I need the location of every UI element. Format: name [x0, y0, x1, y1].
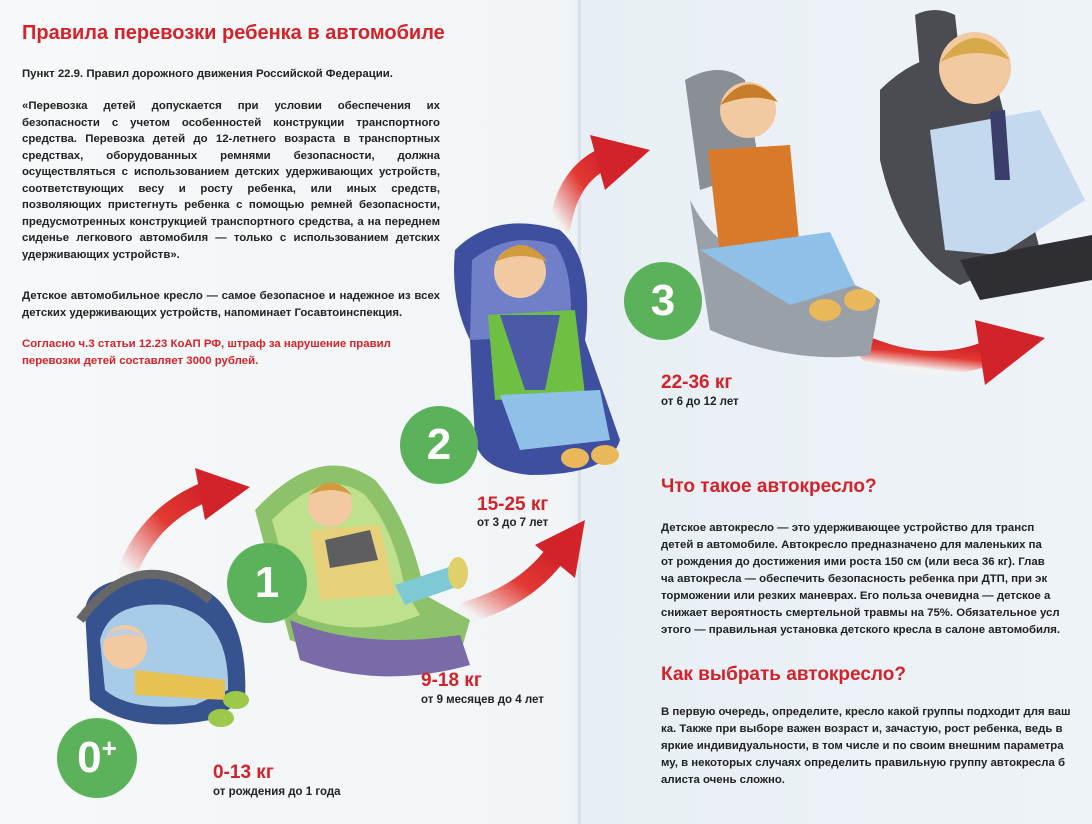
adult-driver — [880, 10, 1092, 300]
arrow-icon — [560, 135, 650, 225]
arrow-icon — [128, 468, 250, 570]
how-to-choose-heading: Как выбрать автокресло? — [661, 664, 906, 685]
group-number: 2 — [426, 420, 452, 469]
group-number: 1 — [254, 558, 280, 607]
text-line: Детское автокресло — это удерживающее устройство для трансп — [661, 522, 1035, 534]
text-line: В первую очередь, определите, кресло какой группы подходит для ваш — [661, 706, 1071, 718]
legal-reference: Пункт 22.9. Правил дорожного движения Российской Федерации. — [22, 68, 393, 80]
infant-carrier-seat — [80, 574, 249, 727]
what-is-heading: Что такое автокресло? — [661, 476, 877, 497]
group-weight: 9-18 кг — [421, 670, 482, 691]
text-line: ка. Также при выборе важен возраст и, зачастую, рост ребенка, ведь в — [661, 723, 1063, 735]
arrow-icon — [468, 520, 585, 612]
group-3-booster-seat — [685, 70, 880, 357]
text-line: детей в автомобиле. Автокресло предназначено для маленьких па — [661, 539, 1042, 551]
legal-quote: «Перевозка детей допускается при условии обеспечения их безопасности с учетом особенностей конструкции транспортного средства. Перевозка детей до 12-летнего возраста в транспортных средствах, оборудованных ремнями безопасности, должна осуществляться с использованием детских удерживающих устройств, соответствующих весу и росту ребенка, или иных средств, позволяющих пристегнуть ребенка с помощью ремней безопасности, предусмотренных конструкцией транспортного средства, а на переднем сиденье легкового автомобиля — только с использованием детских удерживающих устройств». — [22, 100, 440, 261]
group-number: 3 — [650, 276, 676, 325]
safety-statement: Детское автомобильное кресло — самое безопасное и надежное из всех детских удерживающих устройств, напоминает Госавтоинспекция. — [22, 290, 440, 319]
group-age: от 3 до 7 лет — [477, 517, 549, 529]
group-badge-2 — [400, 406, 478, 484]
fine-notice: Согласно ч.3 статьи 12.23 КоАП РФ, штраф за нарушение правил перевозки детей составляет 3000 рублей. — [22, 338, 391, 367]
group-weight: 0-13 кг — [213, 762, 274, 783]
group-badge-1 — [227, 543, 307, 623]
text-line: яркие индивидуальности, в том числе и по своим внешним параметра — [661, 740, 1064, 752]
group-weight: 22-36 кг — [661, 372, 733, 393]
text-line: му, в некоторых случаях определить правильную группу автокресла б — [661, 757, 1065, 769]
group-2-seat — [454, 223, 620, 475]
text-line: ча автокресла — обеспечить безопасность ребенка при ДТП, при эк — [661, 573, 1048, 585]
group-age: от 6 до 12 лет — [661, 396, 739, 408]
group-age: от 9 месяцев до 4 лет — [421, 694, 544, 706]
group-age: от рождения до 1 года — [213, 786, 341, 798]
text-line: алиста очень сложно. — [661, 774, 785, 786]
text-line: снижает вероятность смертельной травмы на 75%. Обязательное усл — [661, 607, 1060, 619]
what-is-text — [661, 520, 1092, 639]
text-line: этого — правильная установка детского кресла в салоне автомобиля. — [661, 624, 1061, 636]
group-weight: 15-25 кг — [477, 494, 549, 515]
group-badge-0 — [57, 718, 137, 798]
how-to-choose-text — [661, 704, 1092, 789]
text-line: торможении или резких маневрах. Его польза очевидна — детское а — [661, 590, 1051, 602]
text-line: от рождения до достижения ими роста 150 см (или веса 36 кг). Глав — [661, 556, 1045, 568]
arrow-icon — [870, 320, 1045, 385]
group-number: 0 — [77, 733, 102, 782]
group-badge-3 — [624, 262, 702, 340]
group-sup: + — [101, 732, 117, 763]
page-title: Правила перевозки ребенка в автомобиле — [22, 22, 445, 44]
